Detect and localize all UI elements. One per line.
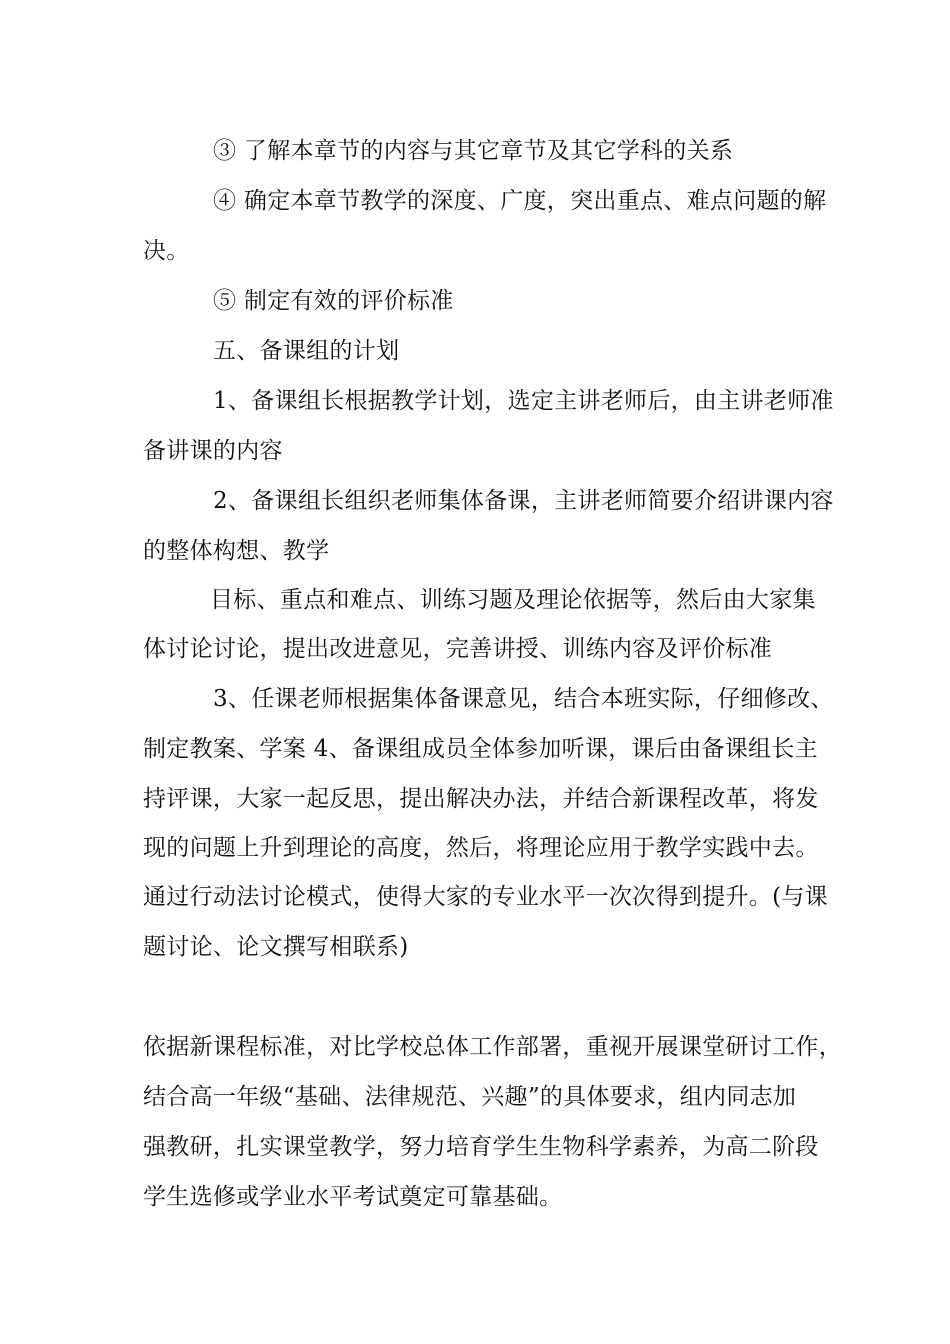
text-line: 持评课，大家一起反思，提出解决办法，并结合新课程改革，将发 xyxy=(143,786,819,812)
text-line: 体讨论讨论，提出改进意见，完善讲授、训练内容及评价标准 xyxy=(143,636,773,662)
text-line: 结合高一年级“基础、法律规范、兴趣”的具体要求，组内同志加 xyxy=(143,1084,797,1110)
text-line: 的整体构想、教学 xyxy=(143,538,330,564)
text-line: 学生选修或学业水平考试奠定可靠基础。 xyxy=(143,1184,563,1210)
text-line: 制定教案、学案 4、备课组成员全体参加听课，课后由备课组长主 xyxy=(143,736,818,762)
text-line: 题讨论、论文撰写相联系) xyxy=(143,934,409,960)
text-line: ⑤ 制定有效的评价标准 xyxy=(213,288,454,314)
text-line: 3、任课老师根据集体备课意见，结合本班实际，仔细修改、 xyxy=(213,686,834,712)
text-line: ③ 了解本章节的内容与其它章节及其它学科的关系 xyxy=(213,138,734,164)
text-line: 强教研，扎实课堂教学，努力培育学生生物科学素养，为高二阶段 xyxy=(143,1134,819,1160)
text-line: 现的问题上升到理论的高度，然后，将理论应用于教学实践中去。 xyxy=(143,835,819,861)
text-line: 依据新课程标准，对比学校总体工作部署，重视开展课堂研讨工作， xyxy=(143,1034,842,1060)
text-line: 目标、重点和难点、训练习题及理论依据等，然后由大家集 xyxy=(210,587,816,613)
section-heading: 五、备课组的计划 xyxy=(213,338,400,364)
text-line: 1、备课组长根据教学计划，选定主讲老师后，由主讲老师准 xyxy=(213,388,834,414)
text-line: 决。 xyxy=(143,238,190,264)
text-line: 备讲课的内容 xyxy=(143,438,283,464)
text-line: 通过行动法讨论模式，使得大家的专业水平一次次得到提升。(与课 xyxy=(143,884,828,910)
text-line: 2、备课组长组织老师集体备课，主讲老师简要介绍讲课内容 xyxy=(213,488,834,514)
text-line: ④ 确定本章节教学的深度、广度，突出重点、难点问题的解 xyxy=(213,188,827,214)
